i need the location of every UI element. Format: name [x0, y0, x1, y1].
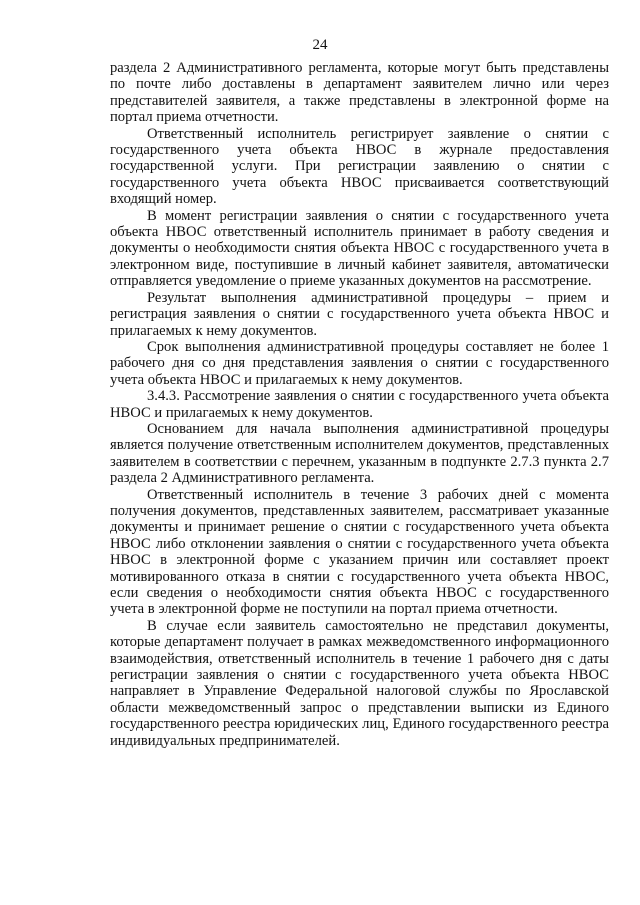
page-number: 24 — [312, 37, 328, 53]
section-heading-3-4-3: 3.4.3. Рассмотрение заявления о снятии с государственного учета объекта НВОС и прилагаемых к нему документов. — [110, 388, 609, 421]
paragraph-review-decision: Ответственный исполнитель в течение 3 рабочих дней с момента получения документов, представленных заявителем, рассматривает указанные документы и принимает решение о снятии с государственного учета объекта НВОС либо отклонении заявления о снятии с государственного учета объекта НВОС в электронной форме с указанием причин или составляет проект мотивированного отказа в снятии с государственного учета объекта НВОС, если сведения о необходимости снятия объекта НВОС с государственного учета в электронной форме не поступили на портал приема отчетности. — [110, 486, 609, 618]
paragraph-registration: Ответственный исполнитель регистрирует заявление о снятии с государственного учета объекта НВОС в журнале предоставления государственной услуги. При регистрации заявлению о снятии с государственного учета объекта НВОС присваивается соответствующий входящий номер. — [110, 125, 609, 208]
paragraph-interagency-request: В случае если заявитель самостоятельно не представил документы, которые департамент получает в рамках межведомственного информационного взаимодействия, ответственный исполнитель в течение 1 рабочего дня с даты регистрации заявления о снятии с государственного учета объекта НВОС направляет в Управление Федеральной налоговой службы по Ярославской области межведомственный запрос о представлении выписки из Единого государственного реестра юридических лиц, Единого государственного реестра индивидуальных предпринимателей. — [110, 617, 609, 749]
document-body — [110, 60, 609, 749]
paragraph-continuation: раздела 2 Административного регламента, которые могут быть представлены по почте либо доставлены в департамент заявителем лично или через представителей заявителя, а также представлены в электронной форме на портал приема отчетности. — [110, 60, 609, 126]
paragraph-procedure-term: Срок выполнения административной процедуры составляет не более 1 рабочего дня со дня представления заявления о снятии с государственного учета объекта НВОС и прилагаемых к нему документов. — [110, 338, 609, 388]
paragraph-procedure-basis: Основанием для начала выполнения административной процедуры является получение ответственным исполнителем документов, представленных заявителем в соответствии с перечнем, указанным в подпункте 2.7.3 пункта 2.7 раздела 2 Административного регламента. — [110, 420, 609, 487]
paragraph-procedure-result: Результат выполнения административной процедуры – прием и регистрация заявления о снятии с государственного учета объекта НВОС и прилагаемых к нему документов. — [110, 289, 609, 339]
paragraph-registration-moment: В момент регистрации заявления о снятии с государственного учета объекта НВОС ответственный исполнитель принимает в работу сведения и документы о необходимости снятия объекта НВОС с государственного учета в электронном виде, поступившие в личный кабинет заявителя, автоматически отправляется уведомление о приеме указанных документов на рассмотрение. — [110, 207, 609, 290]
